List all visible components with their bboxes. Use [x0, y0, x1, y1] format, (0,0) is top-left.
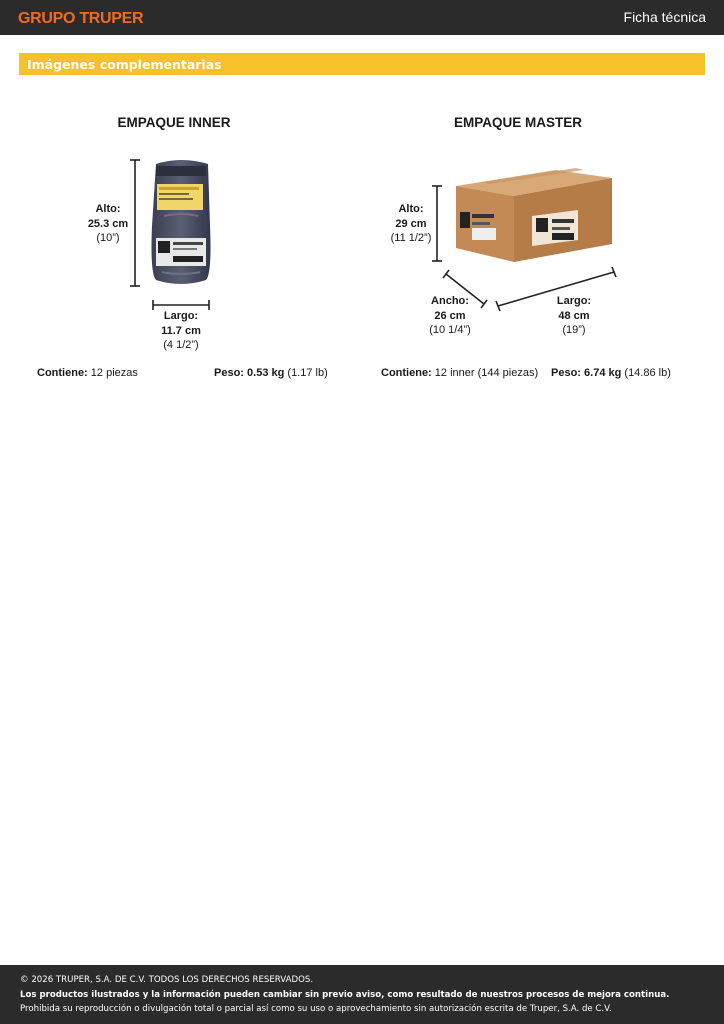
inner-weight-label: Peso:	[214, 367, 244, 379]
master-package-image	[452, 164, 614, 264]
inner-height-label: Alto:	[95, 203, 121, 215]
inner-height-metric: 25.3 cm	[87, 217, 129, 230]
document-title: Ficha técnica	[623, 9, 706, 25]
master-height-label: Alto:	[398, 203, 424, 215]
inner-weight-value: 0.53 kg	[247, 367, 285, 379]
inner-contents-label: Contiene:	[37, 367, 88, 379]
footer-copyright: © 2026 TRUPER, S.A. DE C.V. TODOS LOS DERECHOS RESERVADOS.	[20, 975, 314, 985]
inner-package-title: EMPAQUE INNER	[117, 115, 231, 130]
inner-contents-value: 12 piezas	[90, 367, 138, 379]
master-width-label: Ancho:	[431, 295, 469, 307]
master-contents-value: 12 inner (144 piezas)	[434, 367, 539, 379]
master-height-imperial: (11 1/2”)	[390, 232, 432, 244]
section-header	[19, 53, 705, 75]
master-height-metric: 29 cm	[395, 217, 427, 230]
inner-length-metric: 11.7 cm	[161, 324, 201, 337]
inner-contents	[37, 367, 138, 379]
inner-length-imperial: (4 1/2”)	[163, 339, 199, 351]
inner-length-label: Largo:	[163, 310, 199, 322]
master-length-label: Largo:	[556, 295, 592, 307]
master-weight	[551, 367, 671, 379]
inner-length-dimension	[141, 309, 221, 353]
master-length-dimension	[534, 294, 614, 338]
footer	[0, 965, 724, 1024]
master-weight-label: Peso:	[551, 367, 581, 379]
inner-weight	[214, 367, 328, 379]
inner-weight-imperial: (1.17 lb)	[287, 367, 328, 379]
master-width-dimension	[410, 294, 490, 338]
truper-logo: GRUPO TRUPER	[18, 10, 144, 27]
master-width-imperial: (10 1/4”)	[429, 324, 471, 336]
footer-notice: Los productos ilustrados y la información pueden cambiar sin previo aviso, como resultado de nuestros procesos de mejora continua.	[20, 990, 670, 1000]
master-package-title: EMPAQUE MASTER	[453, 115, 582, 130]
master-contents-label: Contiene:	[381, 367, 432, 379]
master-length-imperial: (19”)	[562, 324, 586, 336]
inner-height-line	[128, 158, 142, 290]
master-height-line	[430, 184, 444, 264]
section-title: Imágenes complementarias	[27, 57, 222, 72]
footer-legal: Prohibida su reproducción o divulgación total o parcial así como su uso o aprovechamiento sin autorización escrita de Truper, S.A. de C.V.	[20, 1004, 612, 1014]
inner-package-image	[146, 156, 216, 288]
master-weight-value: 6.74 kg	[584, 367, 622, 379]
inner-height-imperial: (10”)	[96, 232, 120, 244]
master-length-metric: 48 cm	[558, 309, 590, 322]
master-contents	[381, 367, 538, 379]
master-width-metric: 26 cm	[434, 309, 466, 322]
master-weight-imperial: (14.86 lb)	[624, 367, 671, 379]
top-bar	[0, 0, 724, 35]
